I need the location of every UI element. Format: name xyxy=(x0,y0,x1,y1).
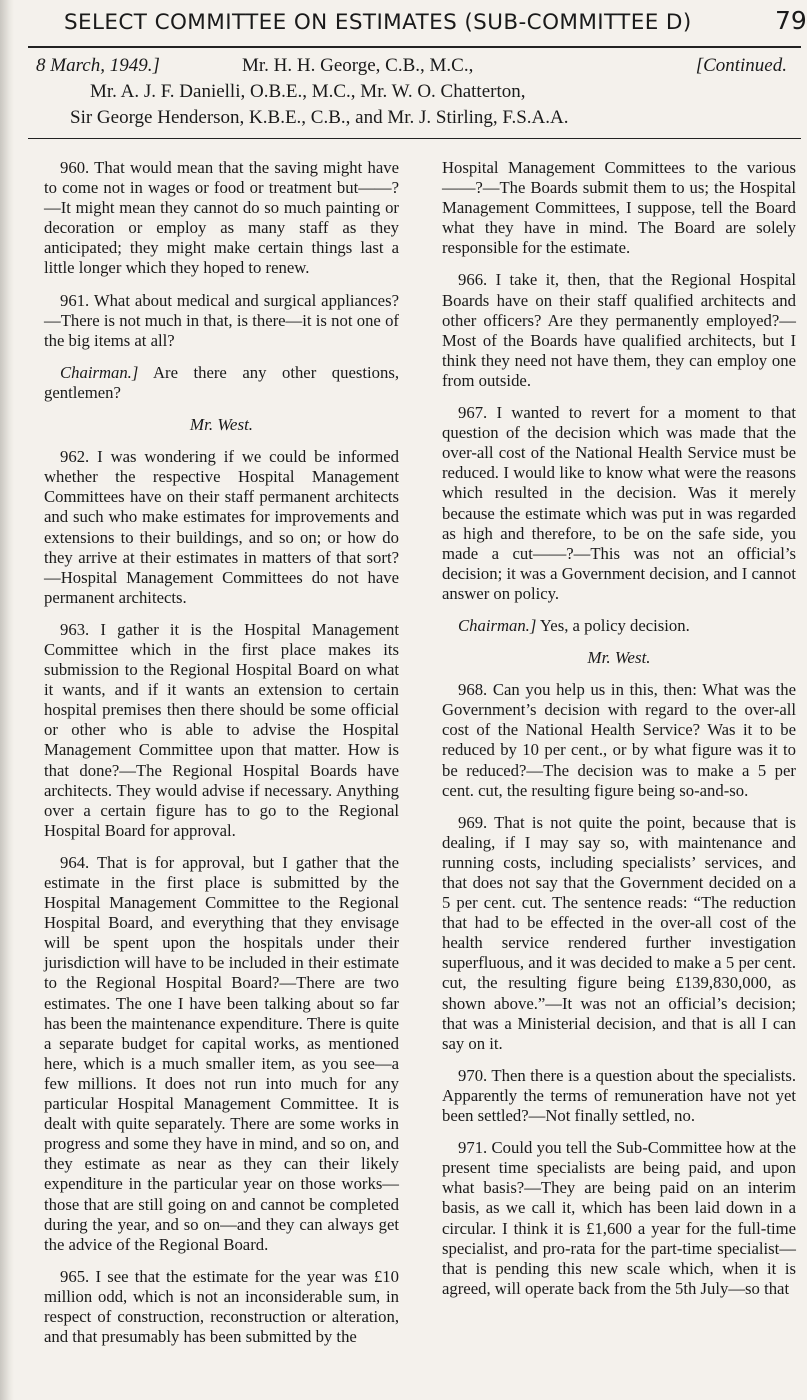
header-rule-top xyxy=(28,46,801,48)
question-966: 966. I take it, then, that the Regional Hospital Boards have on their staff qualified architects and other officers? Are they permanently employed?—Most of the Boards have qualified architects, but I think they need not have them, they can employ one from outside. xyxy=(442,270,796,390)
running-head: SELECT COMMITTEE ON ESTIMATES (SUB-COMMITTEE D) xyxy=(64,10,692,35)
page-number: 79 xyxy=(775,6,807,35)
question-964: 964. That is for approval, but I gather that the estimate in the first place is submitted by the Hospital Management Committee to the Regional Hospital Board, and everything that they envisage will be spent upon the hospitals under their jurisdiction will have to be included in their estimate to the Regional Hospital Board?—There are two estimates. The one I have been talking about so far has been the maintenance expenditure. There is quite a separate budget for capital works, as mentioned here, which is a much smaller item, as you see—a few millions. It does not run into much for any particular Hospital Management Committee. It is dealt with quite separately. There are some works in progress and some they have in mind, and so on, and they estimate as near as they can their likely expenditure in the particular year on those works—those that are still going on and cannot be completed during the year, and so on—and they can always get the advice of the Regional Board. xyxy=(44,852,399,1254)
question-970: 970. Then there is a question about the specialists. Apparently the terms of remuneration have not yet been settled?—Not finally settled, no. xyxy=(442,1065,796,1126)
question-965: 965. I see that the estimate for the year was £10 million odd, which is not an inconsiderable sum, in respect of construction, reconstruction or alteration, and that presumably has been submitted by the xyxy=(44,1266,399,1347)
left-column xyxy=(44,158,399,1359)
question-967: 967. I wanted to revert for a moment to that question of the decision which was made that the over-all cost of the National Health Service must be reduced. I would like to know what were the reasons which resulted in the decision. Was it merely because the estimate which was put in was regarded as high and therefore, to be on the safe side, you made a cut——?—This was not an official’s decision; it was a Government decision, and I cannot answer on policy. xyxy=(442,403,796,603)
question-968: 968. Can you help us in this, then: What was the Government’s decision with regard to the over-all cost of the National Health Service? Was it to be reduced by 10 per cent., or by what figure was it to be reduced?—The decision was to make a 5 per cent. cut, the resulting figure being so-and-so. xyxy=(442,680,796,800)
question-965-continued: Hospital Management Committees to the various——?—The Boards submit them to us; the Hospital Management Committees, I suppose, tell the Board what they have in mind. The Board are solely responsible for the estimate. xyxy=(442,158,796,258)
speaker-heading: Mr. West. xyxy=(189,415,254,435)
question-963: 963. I gather it is the Hospital Management Committee which in the first place makes its submission to the Regional Hospital Board on what it wants, and if it wants an extension to certain hospital premises then there should be some official or other who is able to advise the Hospital Management Committee upon that matter. How is that done?—The Regional Hospital Boards have architects. They would advise if necessary. Anything over a certain figure has to go to the Regional Hospital Board for approval. xyxy=(44,619,399,840)
question-960: 960. That would mean that the saving might have to come not in wages or food or treatment but——?—It might mean they cannot do so much painting or decoration or employ as many staff as they anticipated; they might make certain things last a little longer which they hoped to renew. xyxy=(44,158,399,278)
chairman-text: Are there any other questions, gentlemen? xyxy=(44,362,399,402)
witness-line-1: Mr. H. H. George, C.B., M.C., xyxy=(242,55,474,76)
speaker-heading: Mr. West. xyxy=(587,648,651,668)
hearing-header-line-1 xyxy=(30,53,801,79)
hearing-date: 8 March, 1949.] xyxy=(36,55,160,76)
question-971: 971. Could you tell the Sub-Committee how at the present time specialists are being paid, and upon what basis?—They are being paid on an interim basis, as we call it, which has been laid down in a circular. I think it is £1,600 a year for the full-time specialist, and pro-rata for the part-time specialist—that is pending this new scale which, when it is agreed, will operate back from the 5th July—so that xyxy=(442,1138,796,1298)
witness-line-3: Sir George Henderson, K.B.E., C.B., and Mr. J. Stirling, F.S.A.A. xyxy=(70,107,569,128)
witness-line-2: Mr. A. J. F. Danielli, O.B.E., M.C., Mr. W. O. Chatterton, xyxy=(90,81,526,102)
chairman-label: Chairman.] xyxy=(60,362,139,382)
question-962: 962. I was wondering if we could be informed whether the respective Hospital Management Committees have on their staff permanent architects and such who make estimates for improvements and extensions to their buildings, and so on; or how do they arrive at their estimates in matters of that sort?—Hospital Management Committees do not have permanent architects. xyxy=(44,447,399,607)
chairman-remark xyxy=(44,363,399,403)
question-961: 961. What about medical and surgical appliances?—There is not much in that, is there—it is not one of the big items at all? xyxy=(44,290,399,350)
chairman-label: Chairman.] xyxy=(458,615,537,635)
header-rule-bottom xyxy=(28,138,801,139)
chairman-text: Yes, a policy decision. xyxy=(536,615,690,635)
page-gutter-shadow xyxy=(0,0,14,1400)
question-969: 969. That is not quite the point, because that is dealing, if I may say so, with maintenance and running costs, including specialists’ services, and that does not say that the Government decided on a 5 per cent. cut. The sentence reads: “The reduction that had to be effected in the over-all cost of the health service rendered further investigation superfluous, and it was decided to make a 5 per cent. cut, the resulting figure being £139,830,000, as shown above.”—It was not an official’s decision; that was a Ministerial decision, and that is all I can say on it. xyxy=(442,812,796,1053)
continued-marker: [Continued. xyxy=(695,55,787,76)
right-column xyxy=(442,158,796,1311)
hearing-header xyxy=(30,53,801,131)
chairman-remark xyxy=(442,616,796,636)
